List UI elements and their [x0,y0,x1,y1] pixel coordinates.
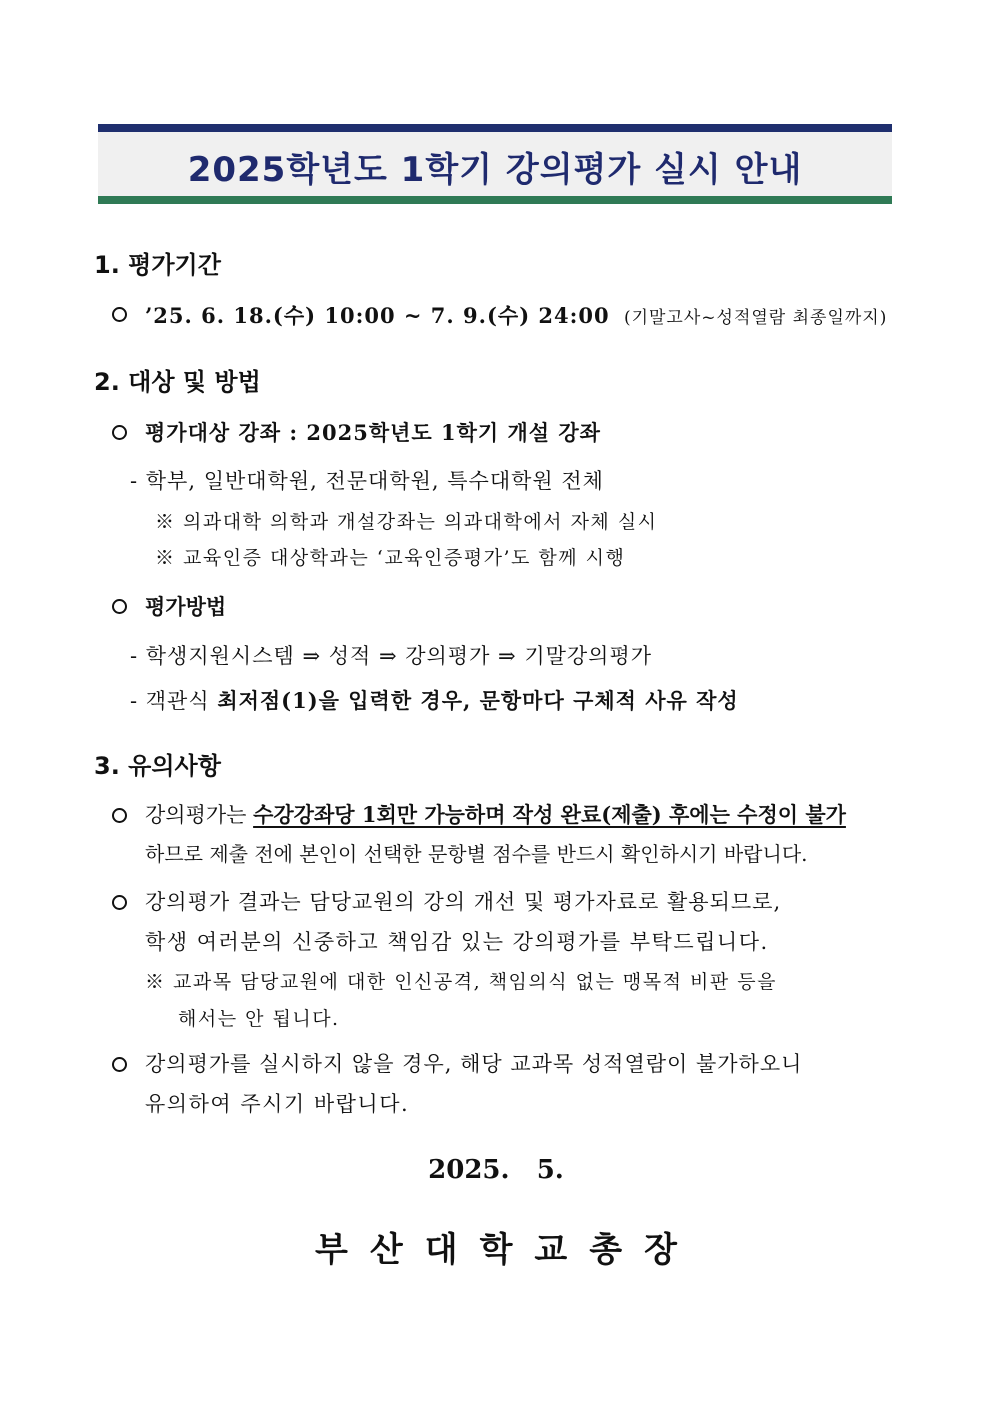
note-1-underline: 수강강좌당 1회만 가능하며 작성 완료(제출) 후에는 수정이 불가 [253,802,846,827]
course-bullet: 평가대상 강좌 : 2025학년도 1학기 개설 강좌 [145,420,601,445]
note-1-line-2: 하므로 제출 전에 본인이 선택한 문항별 점수를 반드시 확인하시기 바랍니다. [145,842,808,866]
bullet-circle-icon [112,1057,127,1072]
note-1-line-1 [145,799,846,829]
bullet-circle-icon [112,307,127,322]
section-heading-period: 1. 평가기간 [94,251,221,279]
period-range: ’25. 6. 18.(수) 10:00 ~ 7. 9.(수) 24:00 [145,303,610,328]
issue-date: 2025. 5. [428,1155,564,1185]
course-dash: - 학부, 일반대학원, 전문대학원, 특수대학원 전체 [130,469,604,493]
bullet-circle-icon [112,895,127,910]
note-1-prefix: 강의평가는 [145,803,254,827]
bullet-circle-icon [112,599,127,614]
period-text [145,300,887,330]
course-note-1: ※ 의과대학 의학과 개설강좌는 의과대학에서 자체 실시 [155,511,658,533]
bullet-circle-icon [112,808,127,823]
title-banner [98,124,892,204]
method-dash-2-prefix: - 객관식 [130,689,218,713]
note-2-sub-line-2: 해서는 안 됩니다. [178,1008,340,1030]
bullet-circle-icon [112,425,127,440]
title-top-bar [98,124,892,132]
course-note-2: ※ 교육인증 대상학과는 ‘교육인증평가’도 함께 시행 [155,547,626,569]
section-heading-notes: 3. 유의사항 [94,752,221,780]
period-note: (기말고사~성적열람 최종일까지) [623,308,888,328]
method-dash-2-bold: 최저점(1)을 입력한 경우, 문항마다 구체적 사유 작성 [217,688,739,713]
method-dash-2 [130,685,739,715]
page-title: 2025학년도 1학기 강의평가 실시 안내 [187,150,803,190]
method-bullet: 평가방법 [145,594,227,619]
issuer-signature: 부산대학교총장 [315,1230,699,1270]
method-dash-1: - 학생지원시스템 ⇒ 성적 ⇒ 강의평가 ⇒ 기말강의평가 [130,644,653,668]
note-3-line-2: 유의하여 주시기 바랍니다. [145,1092,410,1116]
note-3-line-1: 강의평가를 실시하지 않을 경우, 해당 교과목 성적열람이 불가하오니 [145,1052,803,1076]
note-2-sub-line-1: ※ 교과목 담당교원에 대한 인신공격, 책임의식 없는 맹목적 비판 등을 [145,971,777,993]
title-bottom-bar [98,196,892,204]
note-2-line-1: 강의평가 결과는 담당교원의 강의 개선 및 평가자료로 활용되므로, [145,890,782,914]
section-heading-target: 2. 대상 및 방법 [94,368,261,396]
note-2-line-2: 학생 여러분의 신중하고 책임감 있는 강의평가를 부탁드립니다. [145,930,769,954]
